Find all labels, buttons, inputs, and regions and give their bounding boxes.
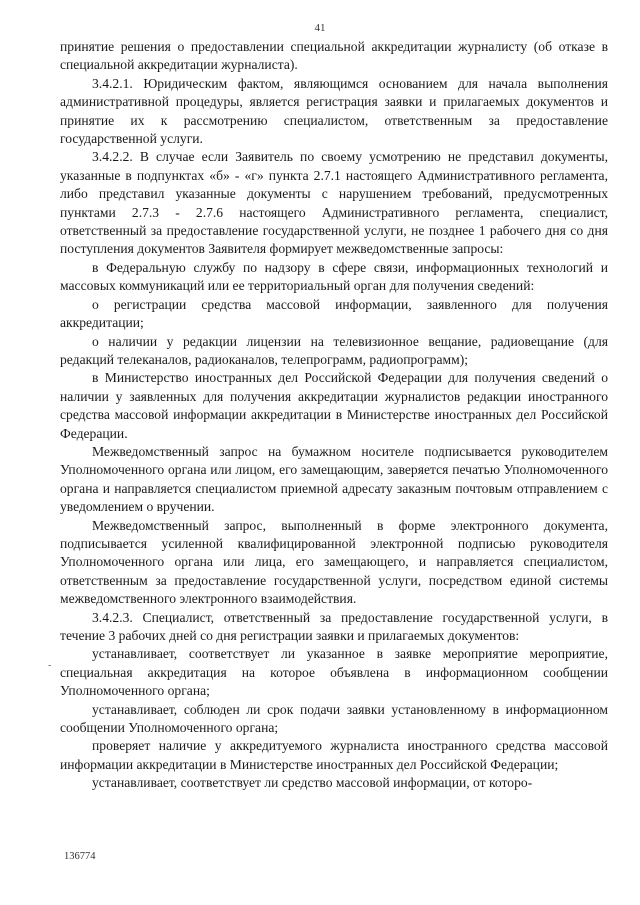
paragraph: о регистрации средства массовой информации, заявленного для получения аккредитации; — [60, 296, 608, 331]
document-body — [60, 38, 608, 793]
paragraph: в Министерство иностранных дел Российской Федерации для получения сведений о наличии у заявленных для получения аккредитации журналистов редакции иностранного средства массовой информации аккредитации в Министерстве иностранных дел Российской Федерации. — [60, 370, 608, 441]
paragraph: 3.4.2.1. Юридическим фактом, являющимся основанием для начала выполнения административной процедуры, является регистрация заявки и прилагаемых документов и принятие их к рассмотрению специалистом, ответственным за предоставление государственной услуги. — [60, 75, 608, 147]
margin-mark: - — [48, 660, 52, 671]
paragraph: о наличии у редакции лицензии на телевизионное вещание, радиовещание (для редакций телеканалов, радиоканалов, телепрограмм, радиопрограмм); — [60, 333, 608, 367]
paragraph: в Федеральную службу по надзору в сфере связи, информационных технологий и массовых коммуникаций или ее территориальный орган для получения сведений: — [60, 259, 608, 294]
page-number: 41 — [314, 22, 326, 34]
paragraph: принятие решения о предоставлении специальной аккредитации журналисту (об отказе в специальной аккредитации журналиста). — [60, 39, 608, 73]
paragraph: Межведомственный запрос, выполненный в форме электронного документа, подписывается усиленной квалифицированной электронной подписью руководителя Уполномоченного органа или лица, его замещающего, и направляется специалистом, ответственным за предоставление государственной услуги, посредством единой системы межведомственного электронного взаимодействия. — [60, 517, 608, 607]
paragraph: устанавливает, соответствует ли указанное в заявке мероприятие мероприятие, специальная аккредитация на которое объявлена в информационном сообщении Уполномоченного органа; — [60, 646, 608, 699]
document-code: 136774 — [64, 851, 96, 862]
paragraph: проверяет наличие у аккредитуемого журналиста иностранного средства массовой информации аккредитации в Министерстве иностранных дел Российской Федерации; — [60, 738, 608, 772]
paragraph: устанавливает, соответствует ли средство массовой информации, от которо- — [92, 775, 533, 791]
paragraph: 3.4.2.2. В случае если Заявитель по своему усмотрению не представил документы, указанные в подпунктах «б» - «г» пункта 2.7.1 настоящего Административного регламента, либо представил указанные документы с нарушением требований, предусмотренных пунктами 2.7.3 - 2.7.6 настоящего Административного регламента, специалист, ответственный за предоставление государственной услуги, не позднее 1 рабочего дня со дня поступления документов Заявителя формирует межведомственные запросы: — [60, 149, 608, 257]
paragraph: Межведомственный запрос на бумажном носителе подписывается руководителем Уполномоченного органа или лицом, его замещающим, заверяется печатью Уполномоченного органа и направляется специалистом приемной адресату заказным почтовым отправлением с уведомлением о вручении. — [60, 443, 608, 515]
paragraph: устанавливает, соблюден ли срок подачи заявки установленному в информационном сообщении Уполномоченного органа; — [60, 701, 608, 736]
paragraph: 3.4.2.3. Специалист, ответственный за предоставление государственной услуги, в течение 3 рабочих дней со дня регистрации заявки и прилагаемых документов: — [60, 609, 608, 643]
